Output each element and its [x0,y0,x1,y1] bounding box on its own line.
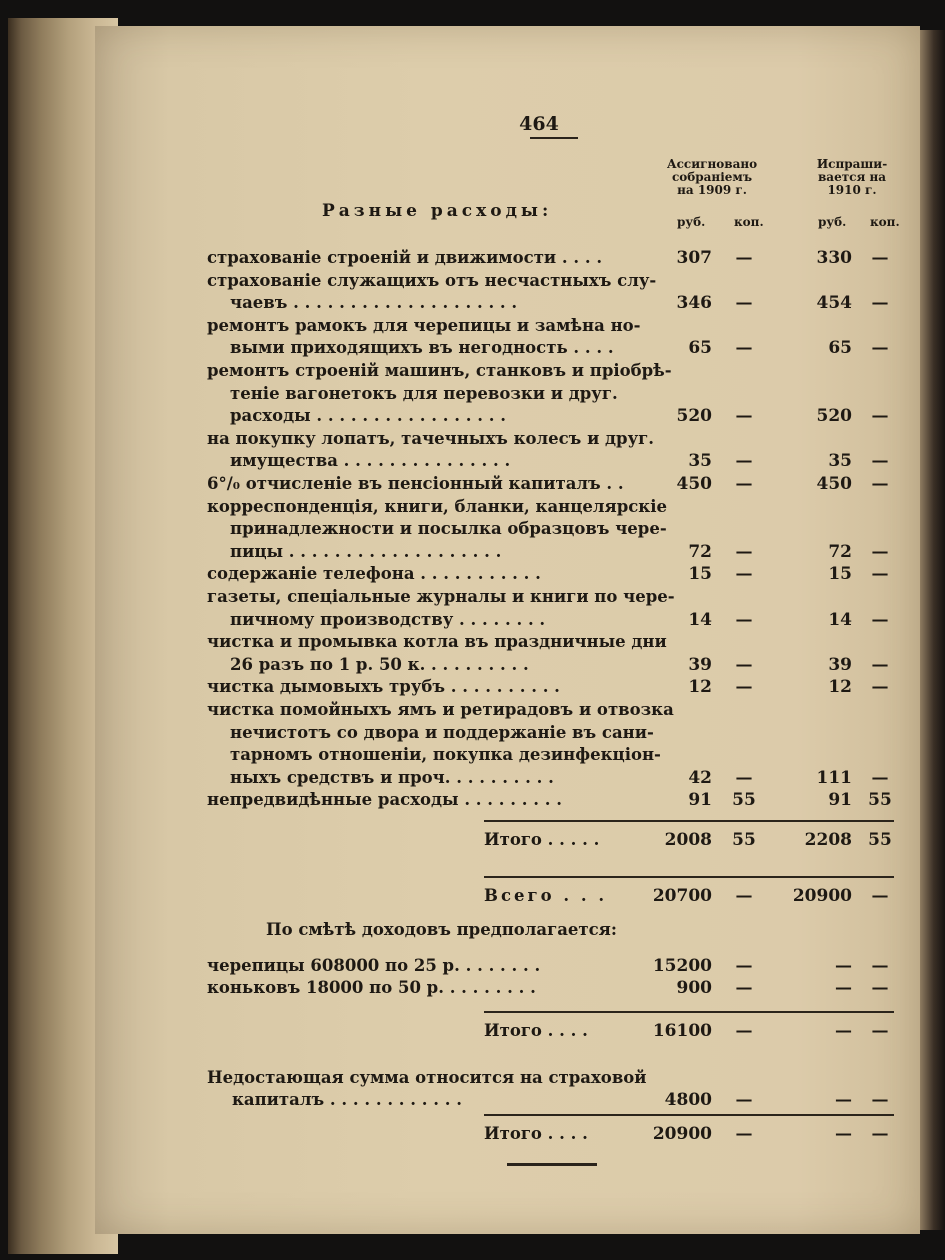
expense-value: 15 [828,564,852,585]
expense-value: 65 [688,338,712,359]
subtotal-value: — [871,1021,889,1041]
expense-value: 14 [828,609,852,630]
subtotal-value: 20900 [652,1124,712,1144]
expense-value: — [871,451,889,472]
subtotal-value: 55 [732,830,756,850]
subtotal-value: 2008 [664,830,712,850]
expense-line: теніе вагонетокъ для перевозки и друг. [230,383,618,403]
subtotal-value: — [735,1021,753,1041]
total-rule [484,876,894,878]
shortfall-line: капиталъ . . . . . . . . . . . . [232,1090,462,1109]
expense-value: — [735,451,753,472]
subtotal-label-1: Итого . . . . . [484,830,600,849]
section-title: Разные расходы: [322,201,553,221]
expense-line: нечистотъ со двора и поддержаніе въ сани- [230,722,654,742]
unit-kop-2: коп. [870,215,900,229]
subtotal-rule-1 [484,820,894,822]
shortfall-value: 4800 [664,1090,712,1110]
expense-value: 35 [688,451,712,472]
expense-value: — [871,654,889,675]
column-header-assigned: Ассигновано собраніемъ на 1909 г. [666,157,758,197]
expense-line: 26 разъ по 1 р. 50 к. . . . . . . . . . [230,654,529,674]
total-value: 20900 [792,886,852,906]
expense-value: — [735,406,753,427]
expense-line: ныхъ средствъ и проч. . . . . . . . . . [230,767,554,787]
expense-line: чистка дымовыхъ трубъ . . . . . . . . . . [207,677,560,697]
income-title: По смѣтѣ доходовъ предполагается: [266,920,617,939]
expense-value: 454 [816,293,852,314]
expense-value: — [871,564,889,585]
expense-value: 307 [676,248,712,268]
total-value: — [871,886,889,906]
total-value: — [735,886,753,906]
shortfall-value: — [735,1090,753,1110]
expense-line: непредвидѣнные расходы . . . . . . . . . [207,790,562,810]
expense-value: — [871,677,889,698]
income-row-value: — [871,956,889,976]
expense-value: — [735,564,753,585]
expense-value: — [735,338,753,359]
closing-rule [507,1163,597,1166]
expense-line: на покупку лопатъ, тачечныхъ колесъ и друг. [207,428,655,448]
expense-value: 15 [688,564,712,585]
expense-line: страхованіе служащихъ отъ несчастныхъ слу- [207,270,657,290]
subtotal-rule-2 [484,1011,894,1013]
subtotal-value: — [835,1124,852,1144]
total-value: 20700 [652,886,712,906]
expense-line: выми приходящихъ въ негодность . . . . [230,338,614,358]
subtotal-value: 16100 [652,1021,712,1041]
expense-value: 35 [828,451,852,472]
expense-value: 14 [688,609,712,630]
expense-value: — [871,609,889,630]
expense-line: корреспонденція, книги, бланки, канцелярскіе [207,496,667,516]
expense-value: 12 [828,677,852,698]
expense-value: — [735,541,753,562]
expense-value: — [735,677,753,698]
expense-value: 55 [868,790,892,811]
expense-value: 55 [732,790,756,811]
subtotal-value: — [735,1124,753,1144]
income-row-label: черепицы 608000 по 25 р. . . . . . . . [207,956,541,975]
expense-value: 330 [816,248,852,268]
expense-value: 65 [828,338,852,359]
expense-value: 520 [676,406,712,427]
expense-line: содержаніе телефона . . . . . . . . . . . [207,564,541,584]
expense-value: 111 [816,767,852,788]
income-row-value: 900 [676,978,712,998]
expense-value: — [735,654,753,675]
expense-line: имущества . . . . . . . . . . . . . . . [230,451,511,471]
subtotal-label-3: Итого . . . . [484,1124,588,1143]
total-label: Всего . . . [484,886,608,905]
expense-value: — [871,767,889,788]
expense-line: расходы . . . . . . . . . . . . . . . . . [230,406,506,426]
expense-value: 346 [676,293,712,314]
expense-value: — [871,406,889,427]
subtotal-value: — [871,1124,889,1144]
expense-line: принадлежности и посылка образцовъ чере- [230,519,667,539]
shortfall-value: — [835,1090,852,1110]
expense-line: тарномъ отношеніи, покупка дезинфекціон- [230,745,661,765]
expense-value: 42 [688,767,712,788]
expense-value: 39 [828,654,852,675]
subtotal-label-2: Итого . . . . [484,1021,588,1040]
expense-value: 450 [816,474,852,494]
shortfall-value: — [871,1090,889,1110]
expense-line: пицы . . . . . . . . . . . . . . . . . . . [230,541,502,561]
expense-line: чистка помойныхъ ямъ и ретирадовъ и отвозка [207,700,674,719]
expense-value: — [735,293,753,314]
income-row-value: — [835,978,852,998]
expense-line: пичному производству . . . . . . . . [230,609,546,629]
income-row-value: — [835,956,852,976]
expense-line: ремонтъ строеній машинъ, станковъ и пріобрѣ- [207,361,672,380]
income-row-value: 15200 [652,956,712,976]
expense-line: ремонтъ рамокъ для черепицы и замѣна но- [207,315,641,335]
expense-line: страхованіе строеній и движимости . . . . [207,248,603,267]
expense-value: 91 [688,790,712,811]
subtotal-value: 55 [868,830,892,850]
expense-value: 72 [688,541,712,562]
income-row-label: коньковъ 18000 по 50 р. . . . . . . . . [207,978,536,997]
expense-value: 450 [676,474,712,494]
expense-value: — [735,248,753,268]
expense-value: — [871,248,889,268]
unit-rub-1: руб. [677,215,706,229]
expense-value: 12 [688,677,712,698]
income-row-value: — [735,978,753,998]
income-row-value: — [735,956,753,976]
page-number-underline [530,137,578,139]
expense-value: — [735,474,753,494]
unit-rub-2: руб. [818,215,847,229]
expense-value: — [735,767,753,788]
expense-value: 520 [816,406,852,427]
expense-value: 39 [688,654,712,675]
expense-value: 72 [828,541,852,562]
expense-value: — [871,293,889,314]
column-header-requested: Испраши- вается на 1910 г. [816,157,888,197]
expense-value: 91 [828,790,852,811]
subtotal-rule-3 [484,1114,894,1116]
unit-kop-1: коп. [734,215,764,229]
expense-value: — [735,609,753,630]
expense-line: 6°/₀ отчисленіе въ пенсіонный капиталъ . . [207,474,624,493]
income-row-value: — [871,978,889,998]
expense-line: чаевъ . . . . . . . . . . . . . . . . . . . . [230,293,518,313]
expense-line: чистка и промывка котла въ праздничные дни [207,632,667,652]
expense-value: — [871,474,889,494]
shortfall-line: Недостающая сумма относится на страховой [207,1068,647,1087]
subtotal-value: — [835,1021,852,1041]
expense-value: — [871,338,889,359]
expense-line: газеты, спеціальные журналы и книги по чере- [207,587,675,606]
expense-value: — [871,541,889,562]
subtotal-value: 2208 [804,830,852,850]
